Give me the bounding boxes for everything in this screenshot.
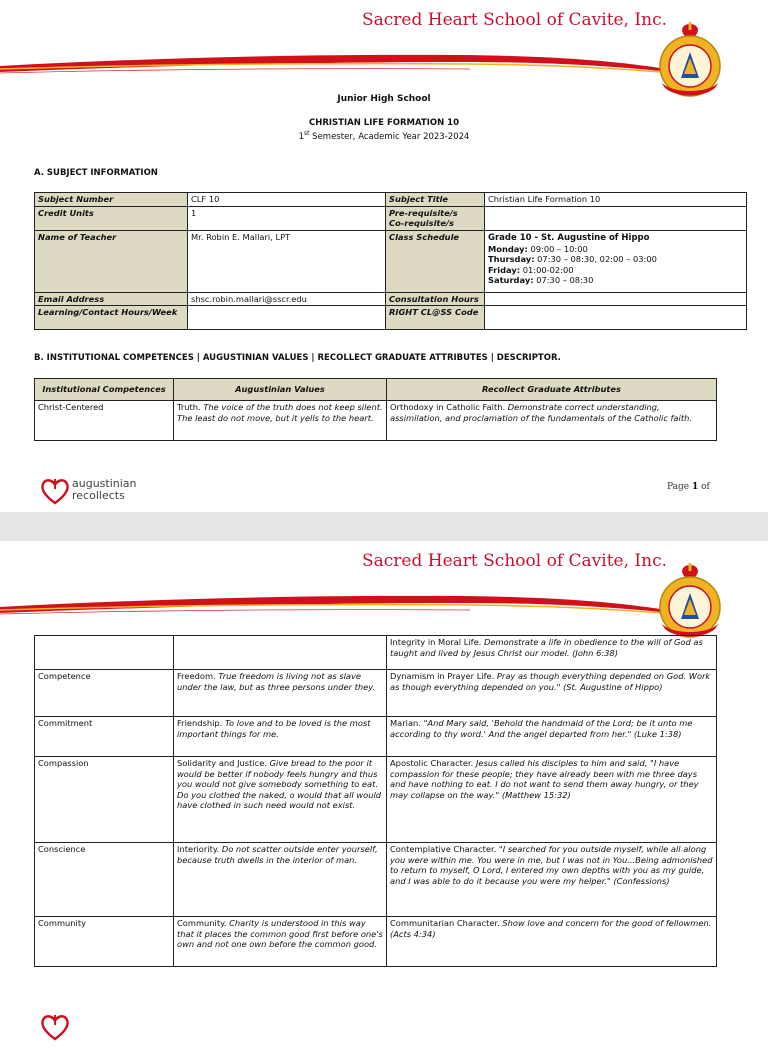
section-b-heading: B. INSTITUTIONAL COMPETENCES | AUGUSTINIAN VALUES | RECOLLECT GRADUATE ATTRIBUTES | DESCRIPTOR. — [34, 353, 561, 363]
header-recollect-attributes: Recollect Graduate Attributes — [387, 379, 717, 401]
augustinian-recollects-logo-icon — [40, 477, 70, 505]
competence-cell: Commitment — [35, 717, 174, 757]
teacher-value: Mr. Robin E. Mallari, LPT — [188, 230, 386, 292]
competences-table-continued — [34, 635, 717, 967]
value-cell: Freedom. True freedom is living not as slave under the law, but as three persons under they. — [174, 670, 387, 717]
school-seal-icon — [655, 563, 725, 639]
value-cell: Truth. The voice of the truth does not keep silent. The least do not move, but it yells to the heart. — [174, 401, 387, 441]
header-swoosh — [0, 38, 768, 78]
right-class-code-value — [485, 306, 747, 330]
email-value: shsc.robin.mallari@sscr.edu — [188, 292, 386, 306]
subject-info-table — [34, 192, 747, 330]
subject-number-label: Subject Number — [35, 193, 188, 207]
subject-number-value: CLF 10 — [188, 193, 386, 207]
attribute-cell: Integrity in Moral Life. Demonstrate a life in obedience to the will of God as taught and lived by Jesus Christ our model. (John 6:38) — [387, 636, 717, 670]
competence-cell: Compassion — [35, 757, 174, 843]
header-augustinian-values: Augustinian Values — [174, 379, 387, 401]
class-schedule-label: Class Schedule — [386, 230, 485, 292]
competence-cell: Conscience — [35, 843, 174, 917]
learning-hours-value — [188, 306, 386, 330]
semester-line: 1st Semester, Academic Year 2023-2024 — [298, 130, 470, 142]
header-swoosh — [0, 579, 768, 619]
value-cell — [174, 636, 387, 670]
attribute-cell: Communitarian Character. Show love and concern for the good of fellowmen. (Acts 4:34) — [387, 917, 717, 967]
competence-cell: Community — [35, 917, 174, 967]
class-schedule-value — [485, 230, 747, 292]
attribute-cell: Contemplative Character. "I searched for you outside myself, while all along you were within me. You were in me, but I was not in You...Being admonished to return to myself, O Lord, I entered my own depths with you as my guide, and I was able to do it because you were my helper." (Confessions) — [387, 843, 717, 917]
consultation-hours-value — [485, 292, 747, 306]
right-class-code-label: RIGHT CL@SS Code — [386, 306, 485, 330]
page-gap — [0, 512, 768, 541]
credit-units-value: 1 — [188, 206, 386, 230]
schedule-grade: Grade 10 - St. Augustine of Hippo — [488, 232, 650, 243]
competences-table — [34, 378, 717, 441]
value-cell: Friendship. To love and to be loved is the most important things for me. — [174, 717, 387, 757]
augustinian-recollects-logo-icon — [40, 1013, 70, 1041]
table-row — [35, 401, 717, 441]
value-cell: Community. Charity is understood in this way that it places the common good first before one's own and not one own before the common good. — [174, 917, 387, 967]
consultation-hours-label: Consultation Hours — [386, 292, 485, 306]
learning-hours-label: Learning/Contact Hours/Week — [35, 306, 188, 330]
attribute-cell: Dynamism in Prayer Life. Pray as though everything depended on God. Work as though everything depended on you." (St. Augustine of Hippo) — [387, 670, 717, 717]
document-page-2 — [0, 541, 768, 1053]
prerequisite-label: Pre-requisite/s Co-requisite/s — [386, 206, 485, 230]
subject-title-label: Subject Title — [386, 193, 485, 207]
school-name: Sacred Heart School of Cavite, Inc. — [362, 10, 667, 30]
schedule-line: Saturday: 07:30 – 08:30 — [488, 275, 594, 285]
table-row — [35, 917, 717, 967]
table-row — [35, 757, 717, 843]
school-seal-icon — [655, 22, 725, 98]
email-label: Email Address — [35, 292, 188, 306]
competence-cell — [35, 636, 174, 670]
section-a-heading: A. SUBJECT INFORMATION — [34, 168, 158, 178]
page-number: Page 1 of — [667, 482, 710, 492]
credit-units-label: Credit Units — [35, 206, 188, 230]
table-row — [35, 717, 717, 757]
table-row — [35, 843, 717, 917]
attribute-cell: Apostolic Character. Jesus called his disciples to him and said, "I have compassion for these people; they have already been with me three days and have nothing to eat. I do not want to send them away hungry, or they may collapse on the way." (Matthew 15:32) — [387, 757, 717, 843]
prerequisite-value — [485, 206, 747, 230]
attribute-cell: Orthodoxy in Catholic Faith. Demonstrate correct understanding, assimilation, and proclamation of the fundamentals of the Catholic faith. — [387, 401, 717, 441]
school-name: Sacred Heart School of Cavite, Inc. — [362, 551, 667, 571]
augustinian-recollects-wordmark: augustinian recollects — [72, 477, 137, 502]
course-title: CHRISTIAN LIFE FORMATION 10 — [309, 118, 459, 128]
attribute-cell: Marian. "And Mary said, 'Behold the handmaid of the Lord; be it unto me according to thy word.' And the angel departed from her." (Luke 1:38) — [387, 717, 717, 757]
schedule-line: Monday: 09:00 – 10:00 — [488, 243, 588, 254]
value-cell: Interiority. Do not scatter outside enter yourself, because truth dwells in the interior of man. — [174, 843, 387, 917]
schedule-line: Friday: 01:00-02:00 — [488, 264, 574, 275]
table-row — [35, 670, 717, 717]
value-cell: Solidarity and Justice. Give bread to the poor it would be better if nobody feels hungry and thus you would not give somebody something to eat. Do you clothed the naked, o would that all would have clothed in such need would not exist. — [174, 757, 387, 843]
schedule-line: Thursday: 07:30 – 08:30, 02:00 – 03:00 — [488, 254, 657, 264]
table-row — [35, 636, 717, 670]
subject-title-value: Christian Life Formation 10 — [485, 193, 747, 207]
document-page-1 — [0, 0, 768, 512]
competence-cell: Christ-Centered — [35, 401, 174, 441]
header-institutional-competences: Institutional Competences — [35, 379, 174, 401]
department-title: Junior High School — [337, 94, 431, 104]
competence-cell: Competence — [35, 670, 174, 717]
teacher-label: Name of Teacher — [35, 230, 188, 292]
